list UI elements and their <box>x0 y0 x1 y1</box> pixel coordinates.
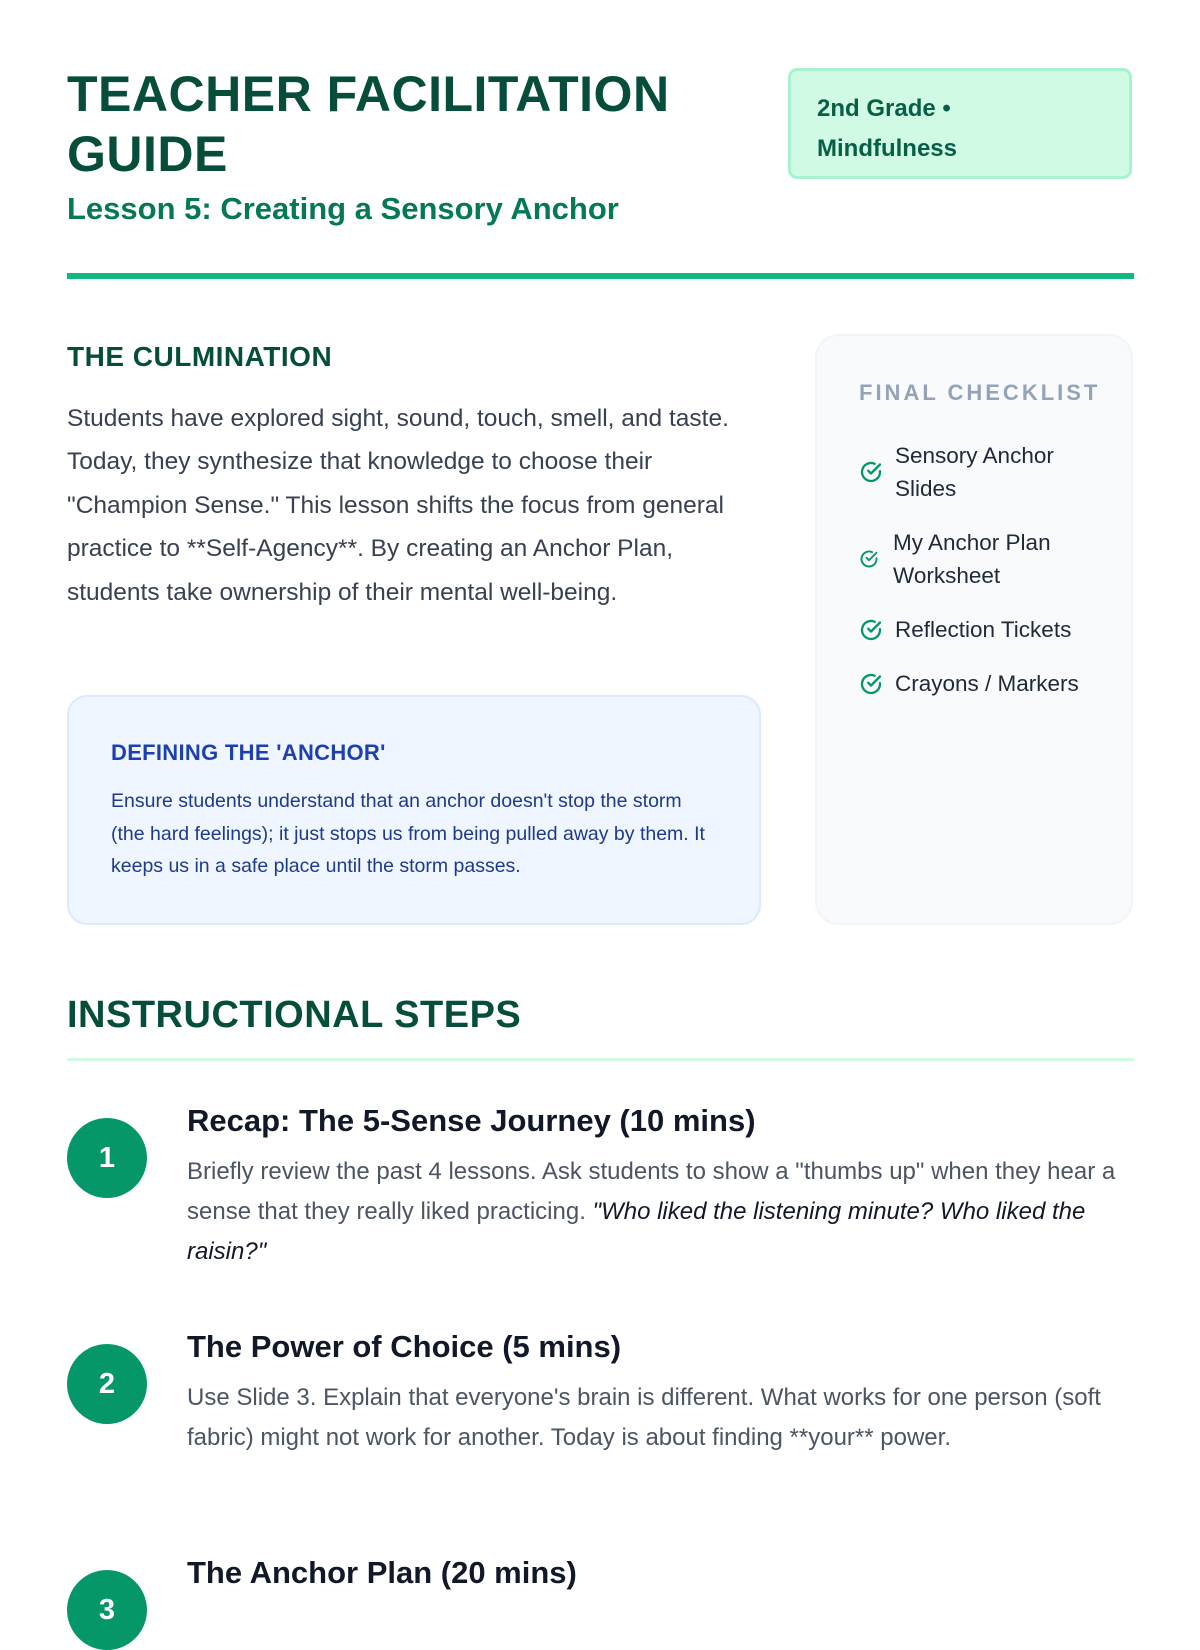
badge-subject-text: Mindfulness <box>817 135 958 162</box>
check-circle-icon <box>859 618 883 642</box>
check-circle-icon <box>859 672 883 696</box>
step-number-badge: 1 <box>67 1118 147 1198</box>
step-description: Use Slide 3. Explain that everyone's brain is different. What works for one person (soft fabric) might not work for another. Today is about finding **your** power. <box>187 1384 1101 1451</box>
checklist-item-label: Reflection Tickets <box>895 617 1072 642</box>
checklist-item <box>859 667 1107 700</box>
lesson-subtitle: Lesson 5: Creating a Sensory Anchor <box>67 191 619 226</box>
step-title: The Power of Choice (5 mins) <box>187 1329 622 1364</box>
check-circle-icon <box>859 460 883 484</box>
step-title: The Anchor Plan (20 mins) <box>187 1555 577 1590</box>
instructional-steps-heading: INSTRUCTIONAL STEPS <box>67 994 522 1036</box>
step-description <box>187 1152 1134 1272</box>
culmination-body: Students have explored sight, sound, touch, smell, and taste. Today, they synthesize that knowledge to choose their "Champion Sense." This lesson shifts the focus from general practice to **Self-Agency**. By creating an Anchor Plan, students take ownership of their mental well-being. <box>67 405 729 606</box>
check-circle-icon <box>859 549 879 569</box>
checklist-item <box>859 439 1107 505</box>
steps-divider <box>67 1058 1134 1061</box>
checklist-item-label: Crayons / Markers <box>895 671 1079 696</box>
badge-grade-text: 2nd Grade • <box>817 95 951 122</box>
final-checklist-card <box>815 334 1133 925</box>
anchor-callout-title: DEFINING THE 'ANCHOR' <box>111 740 386 765</box>
checklist-title: FINAL CHECKLIST <box>859 380 1101 405</box>
step-content <box>187 1100 1134 1272</box>
anchor-callout-text: Ensure students understand that an anchor doesn't stop the storm (the hard feelings); it just stops us from being pulled away by them. It keeps us in a safe place until the storm passes. <box>111 790 705 877</box>
anchor-definition-callout <box>67 695 761 925</box>
checklist-item-label: Sensory Anchor Slides <box>895 443 1054 501</box>
step-content <box>187 1552 1134 1604</box>
checklist-item-label: My Anchor Plan Worksheet <box>893 530 1051 588</box>
step-quote: "Who liked the listening minute? Who liked the raisin?" <box>187 1198 1086 1265</box>
culmination-heading: THE CULMINATION <box>67 341 333 372</box>
checklist-item <box>859 613 1107 646</box>
step-number-badge: 3 <box>67 1570 147 1650</box>
header-divider <box>67 273 1134 279</box>
page-title: TEACHER FACILITATION GUIDE <box>67 66 670 182</box>
checklist-item <box>859 526 1107 592</box>
grade-subject-badge <box>788 68 1132 179</box>
step-number-badge: 2 <box>67 1344 147 1424</box>
step-text: Briefly review the past 4 lessons. Ask students to show a "thumbs up" when they hear a sense that they really liked practicing. <box>187 1158 1116 1225</box>
step-content <box>187 1326 1134 1458</box>
step-title: Recap: The 5-Sense Journey (10 mins) <box>187 1103 756 1138</box>
